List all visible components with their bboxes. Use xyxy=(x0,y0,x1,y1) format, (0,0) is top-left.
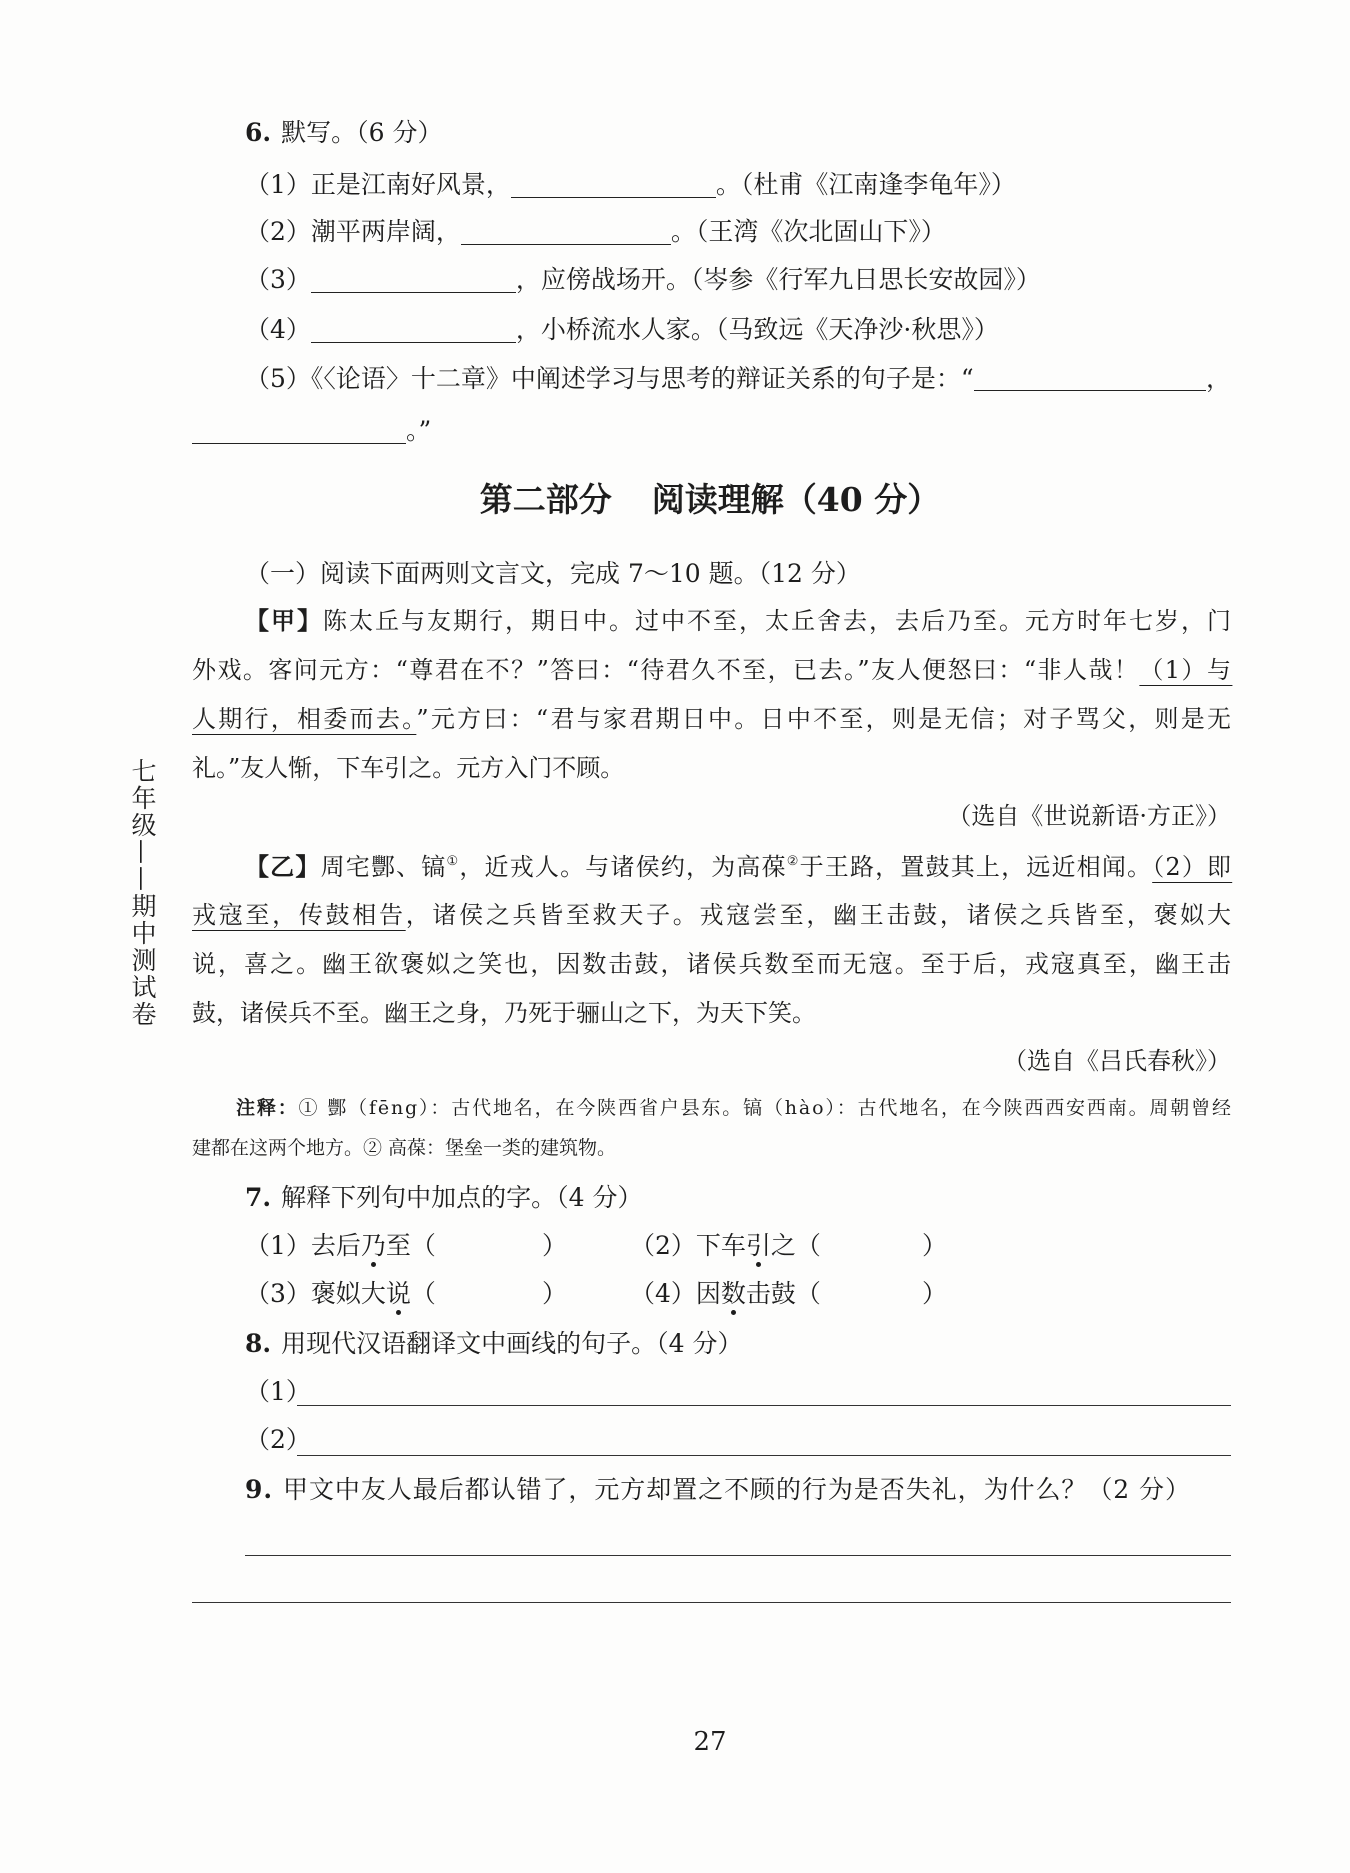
emphasized-char: 数 xyxy=(720,1279,746,1308)
q9-number: 9. xyxy=(245,1475,273,1504)
q7-item-text: （4）因 xyxy=(630,1279,721,1308)
q7-item-3 xyxy=(245,1277,568,1311)
passage-a-line-4: 礼。”友人惭，下车引之。元方入门不顾。 xyxy=(192,754,625,782)
passage-b-line-4: 鼓，诸侯兵不至。幽王之身，乃死于骊山之下，为天下笑。 xyxy=(192,999,816,1027)
q7-item-text: （3）褒姒大 xyxy=(245,1279,386,1308)
q6-item-3 xyxy=(245,263,1041,297)
answer-line xyxy=(297,1405,1231,1406)
q7-item-text: （2）下车 xyxy=(630,1231,746,1260)
passage-a-source: （选自《世说新语·方正》） xyxy=(947,802,1231,830)
reading-instruction: （一）阅读下面两则文言文，完成 7～10 题。（12 分） xyxy=(245,559,861,588)
passage-b-line-3: 说，喜之。幽王欲褒姒之笑也，因数击鼓，诸侯兵数至而无寇。至于后，戎寇真至，幽王击 xyxy=(192,950,1234,978)
q6-item-1-suffix: 。（杜甫《江南逢李龟年》） xyxy=(715,170,1016,199)
answer-blank xyxy=(511,177,716,198)
q6-item-3-suffix: ，应傍战场开。（岑参《行军九日思长安故园》） xyxy=(515,265,1041,294)
q6-item-5-continuation xyxy=(192,414,431,448)
q7-item-text: 击鼓（ xyxy=(745,1279,821,1308)
passage-b-line-2 xyxy=(192,898,1234,932)
passage-a-text: 外戏。客问元方：“尊君在不？”答曰：“待君久不至，已去。”友人便怒曰：“非人哉！ xyxy=(192,656,1140,684)
notes-line-2: 建都在这两个地方。② 高葆：堡垒一类的建筑物。 xyxy=(192,1137,617,1159)
answer-line xyxy=(297,1455,1231,1456)
passage-b-text: ，近戎人。与诸侯约，为高葆 xyxy=(459,853,787,881)
passage-b-line-1 xyxy=(245,850,1231,884)
passage-b-label: 【乙】 xyxy=(245,852,321,881)
q6-item-5-end: 。” xyxy=(406,416,432,445)
underlined-sentence-2: 戎寇至，传鼓相告 xyxy=(192,901,406,929)
passage-b-source: （选自《吕氏春秋》） xyxy=(1003,1047,1231,1075)
passage-b-text: 于王路，置鼓其上，远近相闻。 xyxy=(799,853,1153,881)
q7-item-text: （1）去后 xyxy=(245,1231,361,1260)
underlined-sentence-1: （1）与 xyxy=(1139,656,1233,684)
q7-item-text: 之（ xyxy=(770,1231,821,1260)
notes-label: 注释： xyxy=(236,1097,299,1119)
answer-blank xyxy=(311,272,516,293)
q7-number: 7. xyxy=(245,1183,272,1212)
answer-blank xyxy=(311,322,516,343)
q6-item-1-prefix: （1）正是江南好风景， xyxy=(245,170,511,199)
q8-number: 8. xyxy=(245,1329,272,1358)
answer-line xyxy=(192,1602,1231,1603)
passage-b-text: ，诸侯之兵皆至救天子。戎寇尝至，幽王击鼓，诸侯之兵皆至，褒姒大 xyxy=(405,901,1234,929)
underlined-sentence-1: 人期行，相委而去。 xyxy=(192,705,417,733)
notes-line-1 xyxy=(236,1094,1231,1122)
q6-heading xyxy=(245,116,442,150)
q6-item-4 xyxy=(245,313,999,347)
q7-item-1 xyxy=(245,1229,568,1263)
emphasized-char: 乃 xyxy=(360,1231,386,1260)
answer-blank xyxy=(192,423,406,444)
q7-item-text: 至（ xyxy=(385,1231,436,1260)
q7-item-4 xyxy=(630,1277,950,1311)
notes-text: ① 酆（fēng）：古代地名，在今陕西省户县东。镐（hào）：古代地名，在今陕西西安西南。周朝曾经 xyxy=(298,1097,1233,1119)
passage-a-line-3 xyxy=(192,702,1234,736)
q9-heading xyxy=(245,1473,1190,1507)
q6-item-5-prefix: （5）《〈论语〉十二章》中阐述学习与思考的辩证关系的句子是：“ xyxy=(245,364,974,393)
q6-number: 6. xyxy=(245,118,272,147)
q6-item-2 xyxy=(245,215,946,249)
q7-answer-paren-close: ） xyxy=(542,1279,568,1308)
q6-item-5-suffix: ， xyxy=(1205,364,1231,393)
section-part: 第二部分 xyxy=(479,480,612,519)
passage-a-label: 【甲】 xyxy=(245,606,323,635)
q8-heading xyxy=(245,1327,742,1361)
side-label: 七年级——期中测试卷 xyxy=(128,758,157,1028)
q7-item-2 xyxy=(630,1229,950,1263)
q6-item-1 xyxy=(245,168,1016,202)
answer-blank xyxy=(461,224,671,245)
section-title xyxy=(410,478,1010,522)
q6-item-4-prefix: （4） xyxy=(245,315,311,344)
passage-a-text: 陈太丘与友期行，期日中。过中不至，太丘舍去，去后乃至。元方时年七岁，门 xyxy=(323,607,1233,635)
q7-heading xyxy=(245,1181,642,1215)
q6-item-4-suffix: ，小桥流水人家。（马致远《天净沙·秋思》） xyxy=(515,315,999,344)
q7-answer-paren-close: ） xyxy=(922,1231,948,1260)
passage-b-text: 周宅酆、镐 xyxy=(320,853,447,881)
q8-item-2-label: （2） xyxy=(245,1425,311,1454)
answer-blank xyxy=(974,370,1206,391)
underlined-sentence-2: （2）即 xyxy=(1152,853,1233,881)
passage-a-line-1 xyxy=(245,604,1231,638)
q8-item-1-label: （1） xyxy=(245,1377,311,1406)
q6-item-3-prefix: （3） xyxy=(245,265,311,294)
footnote-marker-2: ② xyxy=(786,854,800,869)
q7-title: 解释下列句中加点的字。（4 分） xyxy=(281,1183,643,1212)
passage-a-line-2 xyxy=(192,653,1231,687)
footnote-marker-1: ① xyxy=(446,854,460,869)
emphasized-char: 引 xyxy=(745,1231,771,1260)
answer-line xyxy=(245,1555,1231,1556)
page-number: 27 xyxy=(693,1727,727,1757)
passage-a-text: ”元方曰：“君与家君期日中。日中不至，则是无信；对子骂父，则是无 xyxy=(416,705,1234,733)
q7-answer-paren-close: ） xyxy=(542,1231,568,1260)
q7-item-text: （ xyxy=(410,1279,436,1308)
q6-item-5 xyxy=(245,362,1231,396)
q9-title: 甲文中友人最后都认错了，元方却置之不顾的行为是否失礼，为什么？（2 分） xyxy=(283,1475,1191,1504)
q6-item-2-suffix: 。（王湾《次北固山下》） xyxy=(670,217,946,246)
emphasized-char: 说 xyxy=(385,1279,411,1308)
q7-answer-paren-close: ） xyxy=(922,1279,948,1308)
q6-title: 默写。（6 分） xyxy=(281,118,443,147)
section-name: 阅读理解（40 分） xyxy=(651,480,941,519)
q8-title: 用现代汉语翻译文中画线的句子。（4 分） xyxy=(281,1329,743,1358)
q6-item-2-prefix: （2）潮平两岸阔， xyxy=(245,217,461,246)
